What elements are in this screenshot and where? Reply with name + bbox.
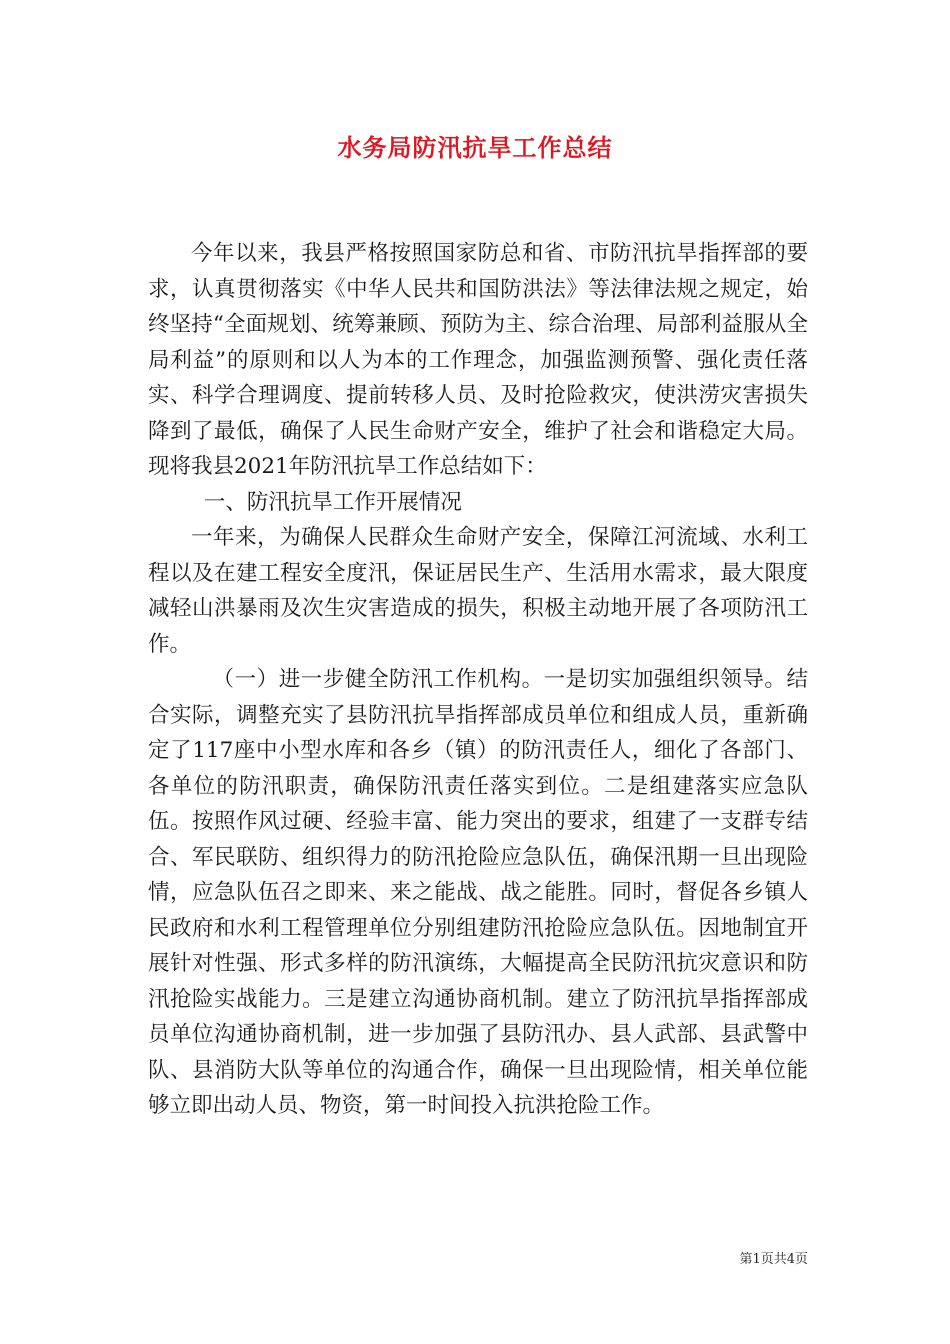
subsection-paragraph: （一）进一步健全防汛工作机构。一是切实加强组织领导。结合实际，调整充实了县防汛抗旱指挥部成员单位和组成人员，重新确定了117座中小型水库和各乡（镇）的防汛责任人，细化了各部门、各单位的防汛职责，确保防汛责任落实到位。二是组建落实应急队伍。按照作风过硬、经验丰富、能力突出的要求，组建了一支群专结合、军民联防、组织得力的防汛抢险应急队伍，确保汛期一旦出现险情，应急队伍召之即来、来之能战、战之能胜。同时，督促各乡镇人民政府和水利工程管理单位分别组建防汛抢险应急队伍。因地制宜开展针对性强、形式多样的防汛演练，大幅提高全民防汛抗灾意识和防汛抢险实战能力。三是建立沟通协商机制。建立了防汛抗旱指挥部成员单位沟通协商机制，进一步加强了县防汛办、县人武部、县武警中队、县消防大队等单位的沟通合作，确保一旦出现险情，相关单位能够立即出动人员、物资，第一时间投入抗洪抢险工作。 [148, 667, 808, 1118]
intro-paragraph: 今年以来，我县严格按照国家防总和省、市防汛抗旱指挥部的要求，认真贯彻落实《中华人民共和国防洪法》等法律法规之规定，始终坚持“全面规划、统筹兼顾、预防为主、综合治理、局部利益服从全局利益”的原则和以人为本的工作理念，加强监测预警、强化责任落实、科学合理调度、提前转移人员、及时抢险救灾，使洪涝灾害损失降到了最低，确保了人民生命财产安全，维护了社会和谐稳定大局。现将我县2021年防汛抗旱工作总结如下： [148, 241, 808, 479]
document-body [148, 236, 808, 1124]
overview-paragraph: 一年来，为确保人民群众生命财产安全，保障江河流域、水利工程以及在建工程安全度汛，保证居民生产、生活用水需求，最大限度减轻山洪暴雨及次生灾害造成的损失，积极主动地开展了各项防汛工作。 [148, 525, 808, 657]
document-title: 水务局防汛抗旱工作总结 [337, 133, 613, 162]
section-heading: 一、防汛抗旱工作开展情况 [203, 489, 462, 515]
page-number: 第1页共4页 [739, 1252, 808, 1267]
